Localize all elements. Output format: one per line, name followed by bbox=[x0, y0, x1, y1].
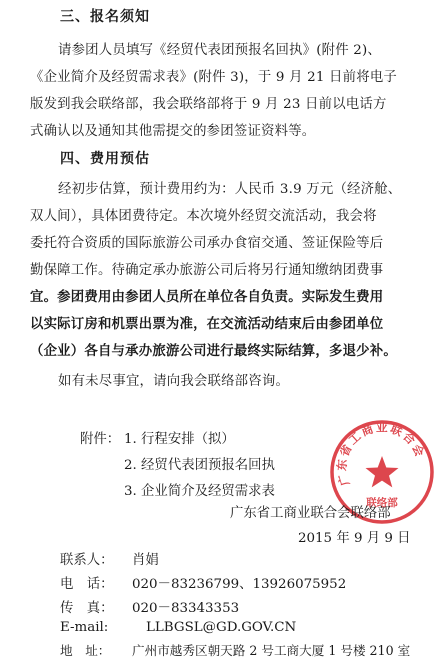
section-4-line-4: 勤保障工作。待确定承办旅游公司后将另行通知缴纳团费事 bbox=[30, 263, 384, 278]
section-3-line-2: 《企业简介及经贸需求表》(附件 3)，于 9 月 21 日前将电子 bbox=[30, 70, 398, 85]
contact-address-label: 地 址： bbox=[60, 643, 111, 658]
contact-address-row bbox=[60, 640, 410, 659]
section-4-line-5: 宜。参团费用由参团人员所在单位各自负责。实际发生费用 bbox=[30, 289, 384, 305]
contact-fax-row bbox=[60, 597, 239, 616]
contact-email-value: LLBGSL@GD.GOV.CN bbox=[146, 620, 297, 635]
signature-org: 广东省工商业联合会联络部 bbox=[230, 506, 391, 521]
closing-text: 如有未尽事宜，请向我会联络部咨询。 bbox=[58, 374, 290, 389]
attachment-item-3: 3. 企业简介及经贸需求表 bbox=[124, 484, 275, 499]
contact-fax-label: 传 真： bbox=[60, 601, 114, 616]
star-icon bbox=[366, 456, 399, 487]
contact-phone-row bbox=[60, 573, 346, 592]
section-4-line-7: （企业）各自与承办旅游公司进行最终实际结算，多退少补。 bbox=[30, 343, 397, 359]
attachment-item-1: 1. 行程安排（拟） bbox=[124, 432, 235, 447]
contact-person-value: 肖娟 bbox=[132, 553, 159, 568]
section-3-line-3: 版发到我会联络部，我会联络部将于 9 月 23 日前以电话方 bbox=[30, 97, 387, 112]
attachments-label: 附件： bbox=[80, 432, 121, 447]
contact-phone-label: 电 话： bbox=[60, 577, 114, 592]
section-4-line-3: 委托符合资质的国际旅游公司承办食宿交通、签证保险等后 bbox=[30, 236, 384, 251]
attachment-item-2: 2. 经贸代表团预报名回执 bbox=[124, 458, 275, 473]
section-4-line-1: 经初步估算，预计费用约为：人民币 3.9 万元（经济舱、 bbox=[58, 182, 402, 197]
contact-fax-value: 020－83343353 bbox=[132, 601, 240, 616]
contact-email-row bbox=[60, 620, 296, 635]
section-4-title: 四、费用预估 bbox=[60, 151, 150, 167]
section-4-line-2: 双人间），具体团费待定。本次境外经贸交流活动，我会将 bbox=[30, 209, 377, 224]
seal-text: 广东省工商业联合会 bbox=[334, 420, 428, 488]
contact-email-label: E-mail: bbox=[60, 620, 109, 635]
contact-person-row bbox=[60, 549, 159, 568]
section-3-line-1: 请参团人员填写《经贸代表团预报名回执》(附件 2)、 bbox=[58, 43, 382, 58]
seal-subtext: 联络部 bbox=[366, 497, 398, 509]
signature-date: 2015 年 9 月 9 日 bbox=[298, 531, 411, 546]
contact-person-label: 联系人： bbox=[60, 553, 114, 568]
section-3-line-4: 式确认以及通知其他需提交的参团签证资料等。 bbox=[30, 124, 316, 139]
section-4-line-6: 以实际订房和机票出票为准，在交流活动结束后由参团单位 bbox=[30, 316, 384, 332]
contact-address-value: 广州市越秀区朝天路 2 号工商大厦 1 号楼 210 室 bbox=[132, 643, 411, 658]
contact-phone-value: 020－83236799、13926075952 bbox=[132, 577, 347, 592]
section-3-title: 三、报名须知 bbox=[60, 9, 150, 25]
